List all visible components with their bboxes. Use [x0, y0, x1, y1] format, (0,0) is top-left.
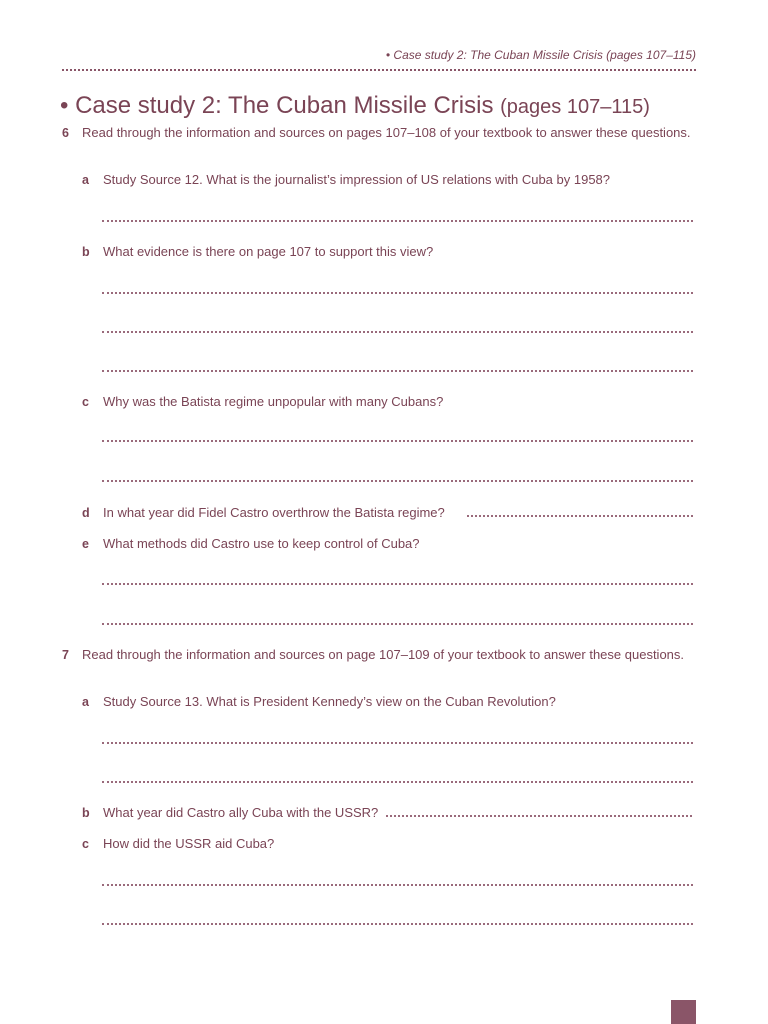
answer-line-6a-1[interactable] — [102, 220, 693, 222]
q6-d-letter: d — [82, 506, 90, 520]
q7-c-letter: c — [82, 837, 89, 851]
q6-c-letter: c — [82, 395, 89, 409]
question-6-text: Read through the information and sources on pages 107–108 of your textbook to answer these questions. — [82, 125, 691, 140]
answer-line-6d[interactable] — [467, 515, 693, 517]
answer-line-7a-2[interactable] — [102, 781, 693, 783]
q7-b-text: What year did Castro ally Cuba with the USSR? — [103, 805, 379, 820]
answer-line-6e-1[interactable] — [102, 583, 693, 585]
q7-b-letter: b — [82, 806, 90, 820]
section-title-pages: (pages 107–115) — [500, 96, 650, 118]
question-number-6: 6 — [62, 126, 69, 140]
section-title — [60, 92, 650, 121]
answer-line-6e-2[interactable] — [102, 623, 693, 625]
running-head: • Case study 2: The Cuban Missile Crisis (pages 107–115) — [385, 48, 696, 62]
answer-line-6c-1[interactable] — [102, 440, 693, 442]
answer-line-7a-1[interactable] — [102, 742, 693, 744]
q6-a-letter: a — [82, 173, 89, 187]
answer-line-6b-1[interactable] — [102, 292, 693, 294]
answer-line-6b-3[interactable] — [102, 370, 693, 372]
answer-line-7c-2[interactable] — [102, 923, 693, 925]
page-corner-tab — [671, 1000, 696, 1024]
q6-b-letter: b — [82, 245, 90, 259]
answer-line-6c-2[interactable] — [102, 480, 693, 482]
q6-a-text: Study Source 12. What is the journalist’s impression of US relations with Cuba by 1958? — [103, 172, 611, 187]
answer-line-6b-2[interactable] — [102, 331, 693, 333]
q6-d-text: In what year did Fidel Castro overthrow the Batista regime? — [103, 505, 445, 520]
q6-b-text: What evidence is there on page 107 to support this view? — [103, 244, 434, 259]
q6-e-text: What methods did Castro use to keep control of Cuba? — [103, 536, 420, 551]
answer-line-7c-1[interactable] — [102, 884, 693, 886]
q6-e-letter: e — [82, 537, 89, 551]
q7-a-text: Study Source 13. What is President Kennedy’s view on the Cuban Revolution? — [103, 694, 556, 709]
question-number-7: 7 — [62, 648, 69, 662]
q6-c-text: Why was the Batista regime unpopular with many Cubans? — [103, 394, 444, 409]
section-title-main: • Case study 2: The Cuban Missile Crisis — [60, 92, 494, 119]
q7-a-letter: a — [82, 695, 89, 709]
q7-c-text: How did the USSR aid Cuba? — [103, 836, 275, 851]
header-dotted-rule — [62, 69, 696, 71]
answer-line-7b[interactable] — [386, 815, 692, 817]
question-7-text: Read through the information and sources on page 107–109 of your textbook to answer these questions. — [82, 647, 685, 662]
